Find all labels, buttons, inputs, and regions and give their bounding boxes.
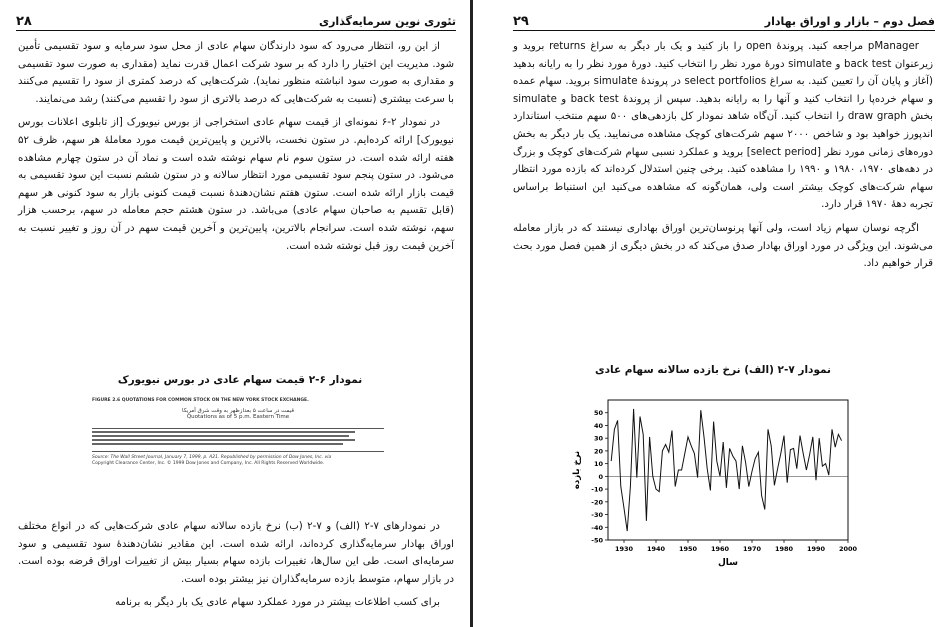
paragraph: از این رو، انتظار می‌رود که سود دارندگان سهام عادی از محل سود سرمایه و سود تقسیمی تأمین شود. مدیریت این اختیار را دارد که بر سود شرکت اعمال قدرت نماید (مقداری به صورت سود تقسیمی و مقداری به صورت سود انباشته منظور نماید). شرکت‌هایی که درصد کمتری از سود را تقسیم می‌کنند با سرعت بیشتری (نسبت به شرکت‌هایی که درصد بالاتری از سود را تقسیم می‌کنند) رشد می‌نمایند.	[18, 41, 454, 105]
y-tick-label: 10	[593, 460, 603, 469]
x-tick-label: 1950	[678, 545, 698, 553]
y-tick-label: 40	[593, 421, 603, 430]
figure-quotations: Quotations as of 5 p.m. Eastern Time	[186, 414, 290, 420]
left-page	[0, 0, 470, 627]
header-rule	[513, 30, 935, 31]
body-text-top	[18, 38, 454, 338]
table-row	[92, 439, 355, 441]
y-tick-label: -40	[591, 523, 603, 532]
y-tick-label: -10	[591, 485, 603, 494]
running-head: تئوری نوین سرمایه‌گذاری	[319, 14, 456, 28]
x-tick-label: 1930	[614, 545, 634, 553]
right-page-header	[513, 12, 935, 30]
x-tick-label: 1940	[646, 545, 666, 553]
table-row	[92, 443, 343, 445]
rule	[92, 428, 384, 429]
y-tick-label: 50	[593, 409, 603, 418]
table-row	[92, 435, 349, 437]
x-tick-label: 1990	[806, 545, 826, 553]
y-tick-label: -30	[591, 511, 603, 520]
table-row	[92, 431, 355, 433]
figure-inner-subtitle: قیمت در ساعت ۵ بعدازظهر به وقت شرق آمریکا	[182, 408, 294, 414]
running-head: فصل دوم – بازار و اوراق بهادار	[764, 14, 935, 28]
page-number: ۲۹	[513, 13, 529, 29]
left-page-header	[16, 12, 456, 30]
figure-source: Source: The Wall Street Journal, January 7, 1999, p. A21. Republished by permission of Dow Jones, Inc. via	[92, 455, 332, 460]
series-line	[611, 409, 841, 531]
x-tick-label: 1960	[710, 545, 730, 553]
paragraph: pManager مراجعه کنید. پروندهٔ open را باز کنید و یک بار دیگر به سراغ returns بروید و زیرعنوان back test و simulate دورهٔ مورد نظر را انتخاب کنید. دورهٔ مورد نظر را به رایانه بدهید (آغاز و پایان آن را تعیین کنید. به سراغ select portfolios در پروندهٔ simulate بروید. سهام عمده و سهام خرده‌پا را انتخاب کنید و آنها را به رایانه بدهید. سپس از پروندهٔ back test و simulate بخش draw graph را انتخاب کنید. آن‌گاه شاهد نمودار کل بازدهی‌های ۵۰۰ سهم منتخب استاندارد اندپورز خواهید بود و شاخص ۲۰۰۰ سهم شرکت‌های کوچک مشاهده می‌نمایید. یک بار دیگر به بخش دوره‌های زمانی مورد نظر [select period] بروید و عملکرد نسبی سهام شرکت‌های کوچک و بزرگ در دهه‌های ۱۹۷۰، ۱۹۸۰ و ۱۹۹۰ را مشاهده کنید. برخی چنین استدلال کرده‌اند که بازده مورد انتظار سهام شرکت‌های کوچک بیشتر است ولی، همان‌گونه که مشاهده می‌کنید این استنباط براساس تجربه دههٔ ۱۹۷۰ قرار دارد.	[513, 41, 933, 211]
page-number: ۲۸	[16, 13, 32, 29]
paragraph: اگرچه نوسان سهام زیاد است، ولی آنها پرنوسان‌ترین اوراق بهاداری نیستند که در بازار معامله می‌شوند. این ویژگی در مورد اوراق بهادار صدق می‌کند که در بخش دیگری از همین فصل مورد بحث قرار خواهیم داد.	[513, 222, 933, 270]
paragraph: در نمودار ۲-۶ نمونه‌ای از قیمت سهام عادی استخراجی از بورس نیویورک [از تابلوی اعلانات بورس نیویورک] ارائه کرده‌ایم. در ستون نخست، بالاترین و پایین‌ترین قیمت مورد معاملهٔ هر سهم، ظرف ۵۲ هفته ارائه شده است. در ستون سوم نام سهام نوشته شده است و نماد آن در ستون چهارم مشاهده می‌شود. در ستون پنجم سود تقسیمی مورد انتظار سالانه و در ستون ششم نسبت این سود تقسیمی به قیمت بازار ارائه شده است. ستون هفتم نشان‌دهندهٔ نسبت قیمت کنونی بازار به سود کنونی هر سهم (قابل تقسیم به صاحبان سهام عادی) می‌باشد. در ستون هشتم حجم معامله در سهم، برحسب هزار سهم، نوشته شده است. سرانجام بالاترین، پایین‌ترین و آخرین قیمت سهم در آن روز و تغییر نسبت به آخرین قیمت روز قبل نوشته شده است.	[18, 117, 454, 252]
paragraph: در نمودارهای ۷-۲ (الف) و ۷-۲ (ب) نرخ بازده سالانه سهام عادی شرکت‌هایی که در انواع مختلف اوراق بهادار سرمایه‌گذاری کرده‌اند، ارائه شده است. این مقادیر نشان‌دهندهٔ سود تقسیمی و سود سرمایه‌ای است. طی این سال‌ها، تغییرات بازده سهام بسیار بیش از تغییرات اوراق قرضه بوده است. در بازار سهام، متوسط بازده سرمایه‌گذاران نیز بیشتر بوده است.	[18, 521, 454, 585]
figure-inner-title: FIGURE 2.6 QUOTATIONS FOR COMMON STOCK ON THE NEW YORK STOCK EXCHANGE.	[92, 398, 309, 403]
paragraph: برای کسب اطلاعات بیشتر در مورد عملکرد سهام عادی یک بار دیگر به برنامه	[115, 597, 440, 609]
x-tick-label: 1980	[774, 545, 794, 553]
right-page	[473, 0, 943, 627]
figure-source: Copyright Clearance Center, Inc. © 1999 Dow Jones and Company, Inc. All Rights Reserved Worldwide.	[92, 461, 325, 466]
body-text	[513, 38, 933, 328]
y-tick-label: 20	[593, 447, 603, 456]
x-tick-label: 1970	[742, 545, 762, 553]
returns-line-chart	[568, 392, 868, 584]
y-tick-label: -50	[591, 536, 603, 545]
stock-quote-figure	[92, 398, 384, 506]
chart-caption: نمودار ۷-۲ (الف) نرخ بازده سالانه سهام عادی	[594, 364, 832, 376]
y-tick-label: -20	[591, 498, 603, 507]
x-tick-label: 2000	[838, 545, 858, 553]
x-axis-label: سال	[717, 558, 739, 568]
y-tick-label: 0	[598, 472, 603, 481]
rule	[92, 451, 384, 452]
body-text-bottom	[18, 518, 454, 627]
header-rule	[16, 30, 456, 31]
y-tick-label: 30	[593, 434, 603, 443]
y-axis-label: نرخ بازده	[572, 450, 582, 490]
figure-caption: نمودار ۶-۲ قیمت سهام عادی در بورس نیویورک	[117, 374, 363, 386]
